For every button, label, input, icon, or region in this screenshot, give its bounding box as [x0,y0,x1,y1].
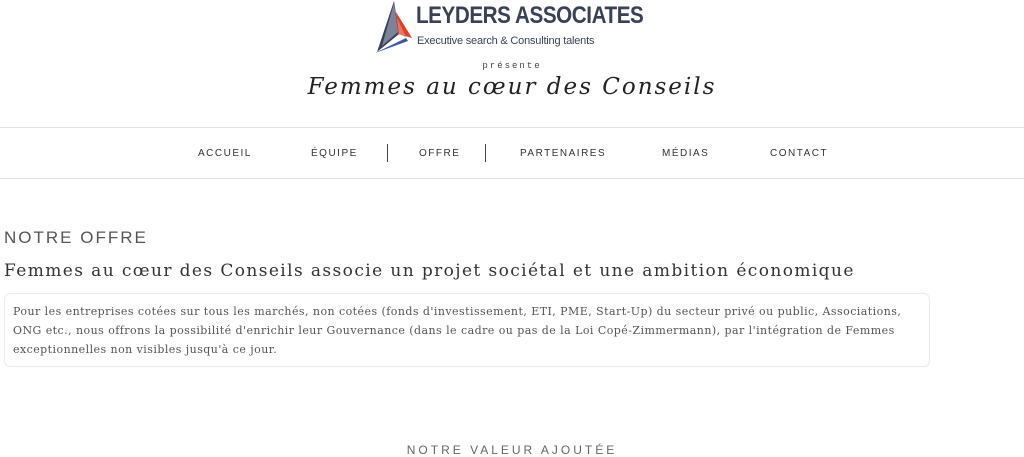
nav-separator [387,144,388,162]
nav-item-accueil[interactable]: ACCUEIL [198,148,252,159]
section-label-offre: NOTRE OFFRE [4,228,148,247]
presents-label: présente [482,61,542,71]
site-header [0,0,1024,128]
nav-separator [485,144,486,162]
nav-item-equipe[interactable]: ÉQUIPE [311,148,358,159]
sail-logo-icon [372,0,416,56]
offer-description-box [4,293,930,367]
nav-item-medias[interactable]: MÉDIAS [662,148,710,159]
brand-tagline: Executive search & Consulting talents [417,35,595,47]
brand-name: LEYDERS ASSOCIATES [416,2,644,29]
offer-line: ONG etc., nous offrons la possibilité d'enrichir leur Gouvernance (dans le cadre ou pas de la Loi Copé-Zimmermann), par l'intégration de Femmes [13,324,895,337]
nav-item-contact[interactable]: CONTACT [770,148,829,159]
nav-item-partenaires[interactable]: PARTENAIRES [520,148,607,159]
offer-line: exceptionnelles non visibles jusqu'à ce jour. [13,343,278,356]
section-subtitle: Femmes au cœur des Conseils associe un projet sociétal et une ambition économique [4,261,855,281]
offer-line: Pour les entreprises cotées sur tous les marchés, non cotées (fonds d'investissement, ETI, PME, Start-Up) du secteur privé ou public, Associations, [13,305,902,318]
site-title[interactable]: Femmes au cœur des Conseils [307,74,717,100]
main-nav [0,127,1024,179]
nav-item-offre[interactable]: OFFRE [419,148,461,159]
next-section-heading: NOTRE VALEUR AJOUTÉE [406,443,618,457]
brand-logo[interactable] [372,0,644,56]
